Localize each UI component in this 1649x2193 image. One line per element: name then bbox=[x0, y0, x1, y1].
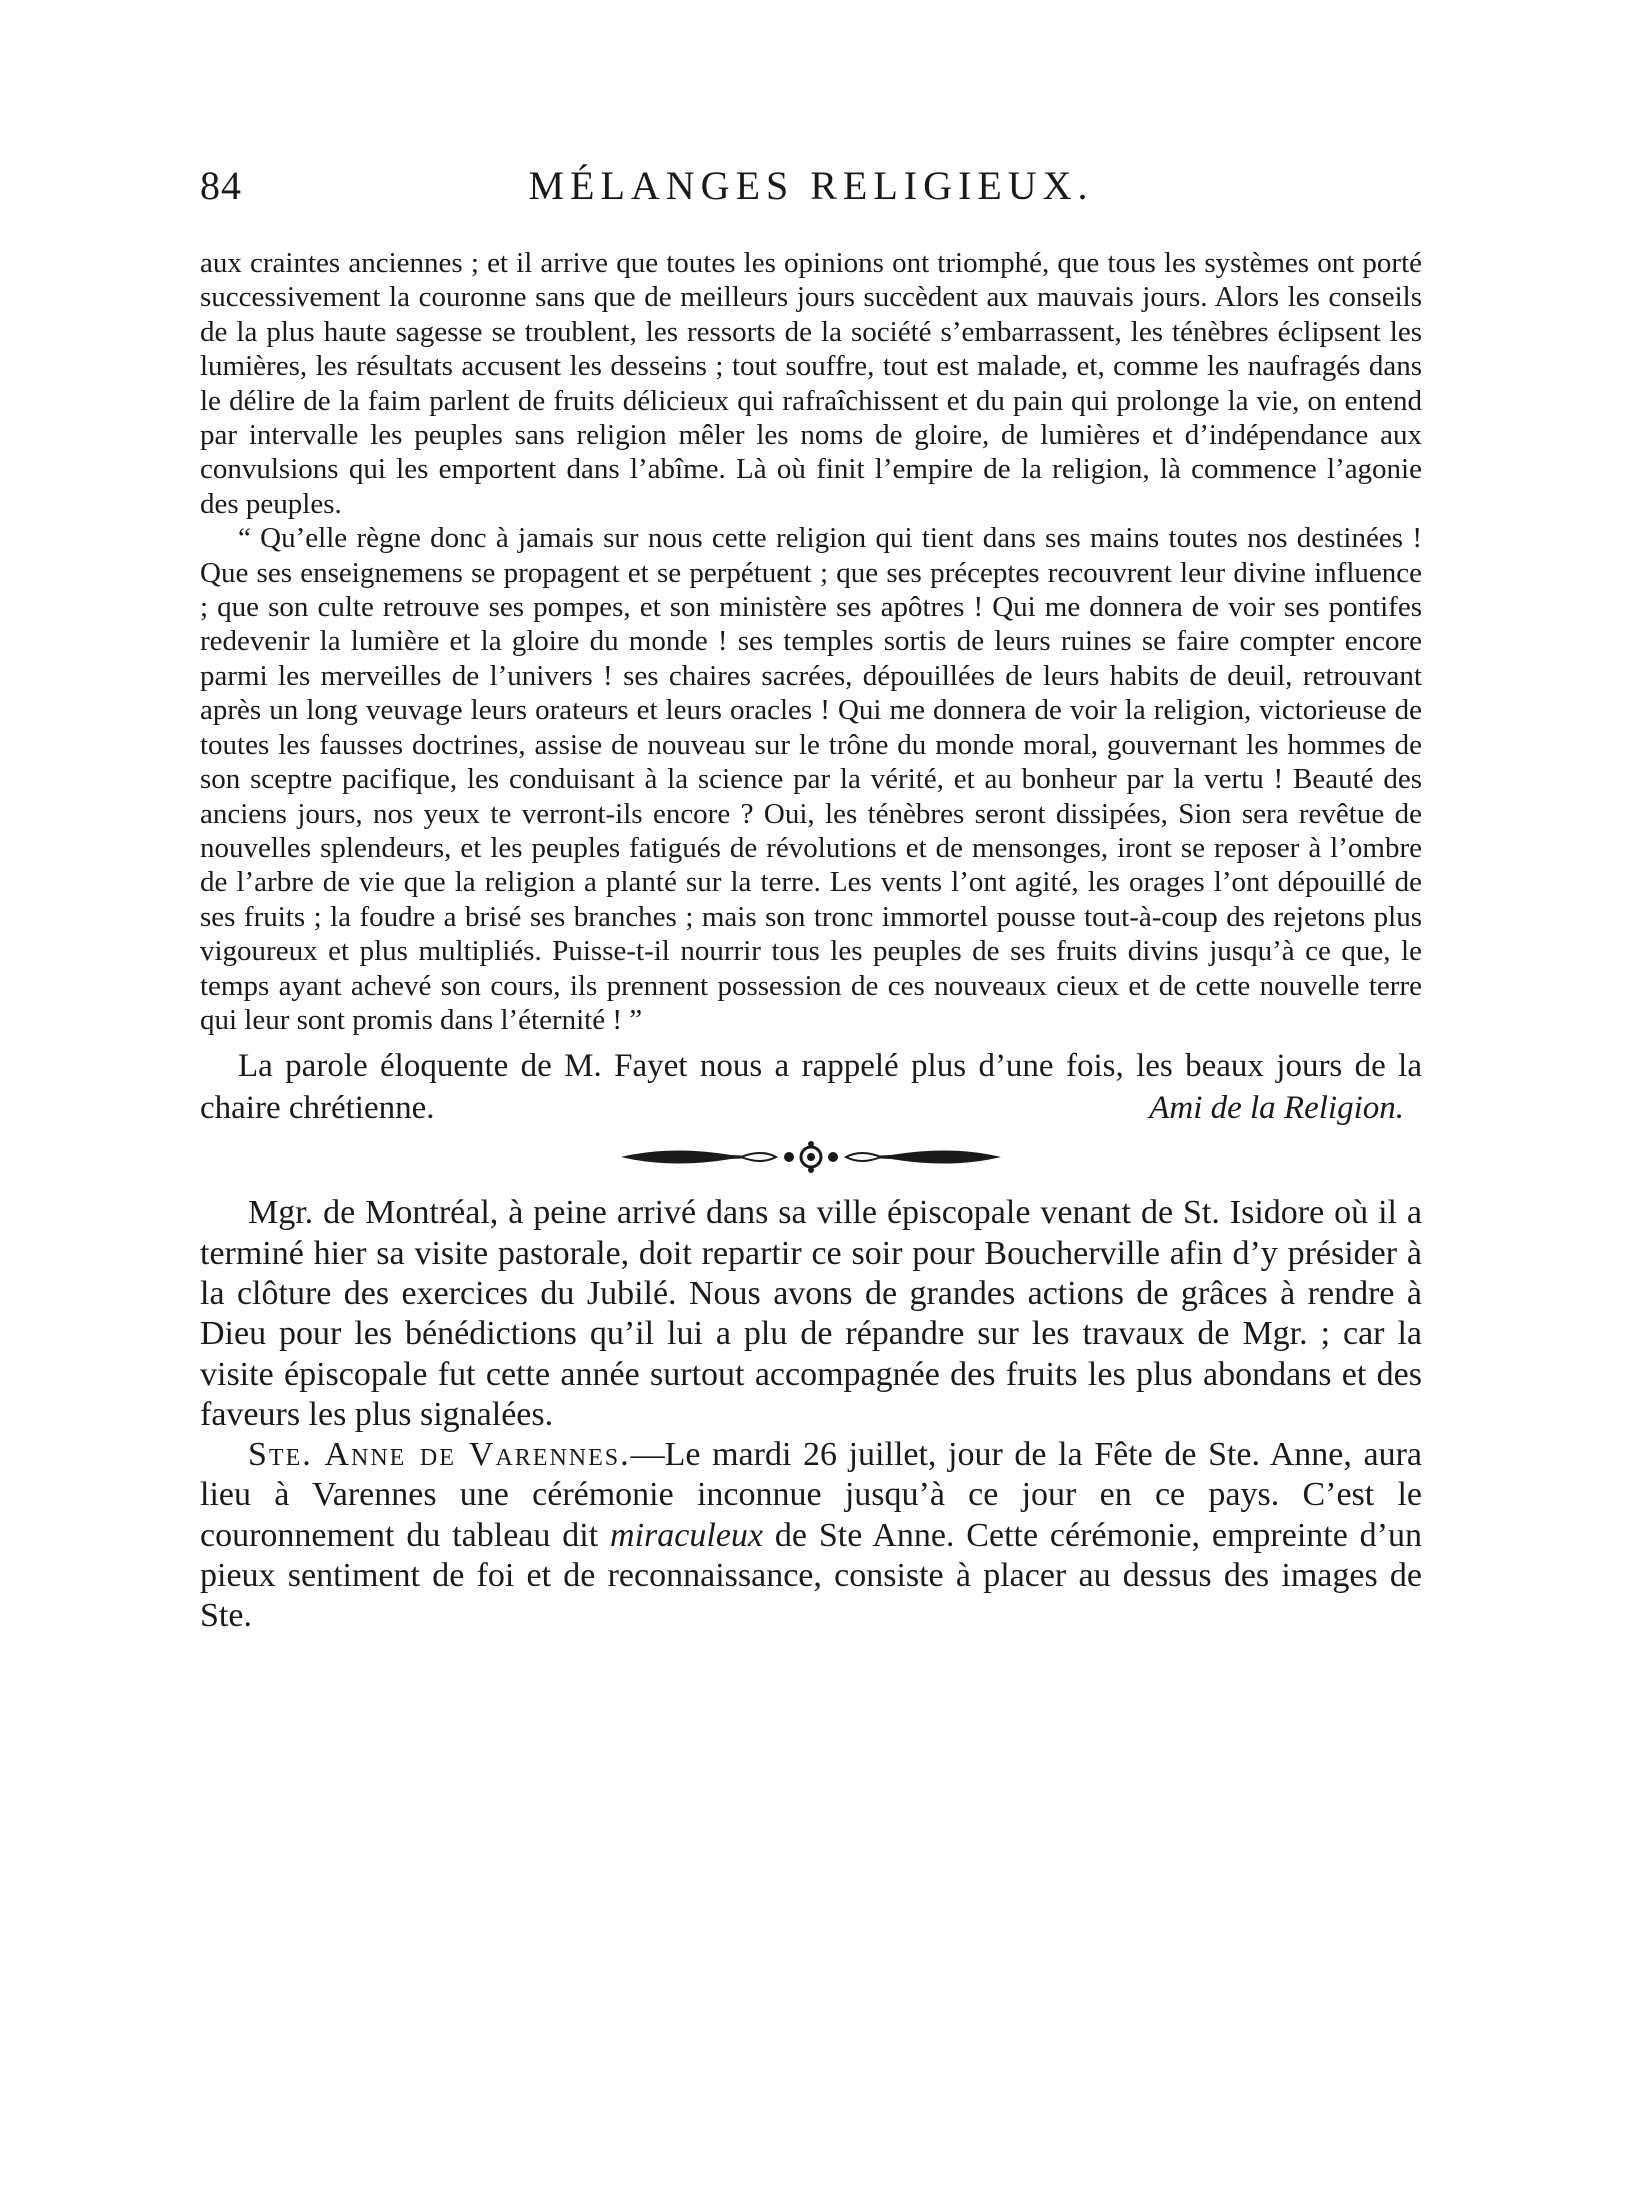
notice-paragraph-varennes bbox=[200, 1435, 1422, 1636]
page-body bbox=[200, 246, 1422, 1637]
article-closing-paragraph bbox=[200, 1045, 1422, 1129]
notice-italic-word: miraculeux bbox=[610, 1516, 763, 1554]
running-head: MÉLANGES RELIGIEUX. bbox=[528, 163, 1094, 208]
article-paragraph-continued: aux craintes anciennes ; et il arrive que toutes les opinions ont triomphé, que tous les systèmes ont porté successivement la couronne sans que de meilleurs jours succèdent aux mauvais jours. Alors les conseils de la plus haute sagesse se troublent, les ressorts de la société s’embarrassent, les ténèbres éclipsent les lumières, les résultats accusent les desseins ; tout souffre, tout est malade, et, comme les naufragés dans le délire de la faim parlent de fruits délicieux qui rafraîchissent et du pain qui prolonge la vie, on entend par intervalle les peuples sans religion mêler les noms de gloire, de lumières et d’indépendance aux convulsions qui les emportent dans l’abîme. Là où finit l’empire de la religion, là commence l’agonie des peuples. bbox=[200, 247, 1422, 520]
section-divider-ornament bbox=[611, 1139, 1011, 1175]
article-closing-text: La parole éloquente de M. Fayet nous a rappelé plus d’une fois, les beaux jours de la chaire chrétienne. bbox=[200, 1048, 1422, 1127]
page-number: 84 bbox=[200, 163, 242, 208]
page-header bbox=[200, 162, 1422, 210]
article-quote-paragraph: “ Qu’elle règne donc à jamais sur nous cette religion qui tient dans ses mains toutes nos destinées ! Que ses enseignemens se propagent et se perpétuent ; que ses préceptes recouvrent leur divine influence ; que son culte retrouve ses pompes, et son ministère ses apôtres ! Qui me donnera de voir ses pontifes redevenir la lumière et la gloire du monde ! ses temples sortis de leurs ruines se faire compter encore parmi les merveilles de l’univers ! ses chaires sacrées, dépouillées de leurs habits de deuil, retrouvant après un long veuvage leurs orateurs et leurs oracles ! Qui me donnera de voir la religion, victorieuse de toutes les fausses doctrines, assise de nouveau sur le trône du monde moral, gouvernant les hommes de son sceptre pacifique, les conduisant à la science par la vérité, et au bonheur par la vertu ! Beauté des anciens jours, nos yeux te verront-ils encore ? Oui, les ténèbres seront dissipées, Sion sera revêtue de nouvelles splendeurs, et les peuples fatigués de révolutions et de mensonges, iront se reposer à l’ombre de l’arbre de vie que la religion a planté sur la terre. Les vents l’ont agité, les orages l’ont dépouillé de ses fruits ; la foudre a brisé ses branches ; mais son tronc immortel pousse tout-à-coup des rejetons plus vigoureux et plus multipliés. Puisse-t-il nourrir tous les peuples de ses fruits divins jusqu’à ce que, le temps ayant achevé son cours, ils prennent possession de ces nouveaux cieux et de cette nouvelle terre qui leur sont promis dans l’éternité ! ” bbox=[200, 522, 1422, 1036]
notice-heading-varennes: Ste. Anne de Varennes. bbox=[248, 1436, 631, 1474]
article-signature: Ami de la Religion. bbox=[1149, 1090, 1404, 1127]
notice-text-part: de Ste Anne. Cette cérémonie, empreinte d’un pieux sentiment de foi et de reconnaissance, consiste à placer au dessus des images de Ste. bbox=[200, 1516, 1422, 1635]
notice-text-part: —Le mardi 26 juillet, jour de la Fête de Ste. Anne, aura lieu à Varennes une cérémonie inconnue jusqu’à ce jour en ce pays. C’est le couronnement du tableau dit bbox=[200, 1436, 1422, 1554]
notice-paragraph-montreal: Mgr. de Montréal, à peine arrivé dans sa ville épiscopale venant de St. Isidore où il a terminé hier sa visite pastorale, doit repartir ce soir pour Boucherville afin d’y présider à la clôture des exercices du Jubilé. Nous avons de grandes actions de grâces à rendre à Dieu pour les bénédictions qu’il lui a plu de répandre sur les travaux de Mgr. ; car la visite épiscopale fut cette année surtout accompagnée des fruits les plus abondans et des faveurs les plus signalées. bbox=[200, 1194, 1422, 1433]
